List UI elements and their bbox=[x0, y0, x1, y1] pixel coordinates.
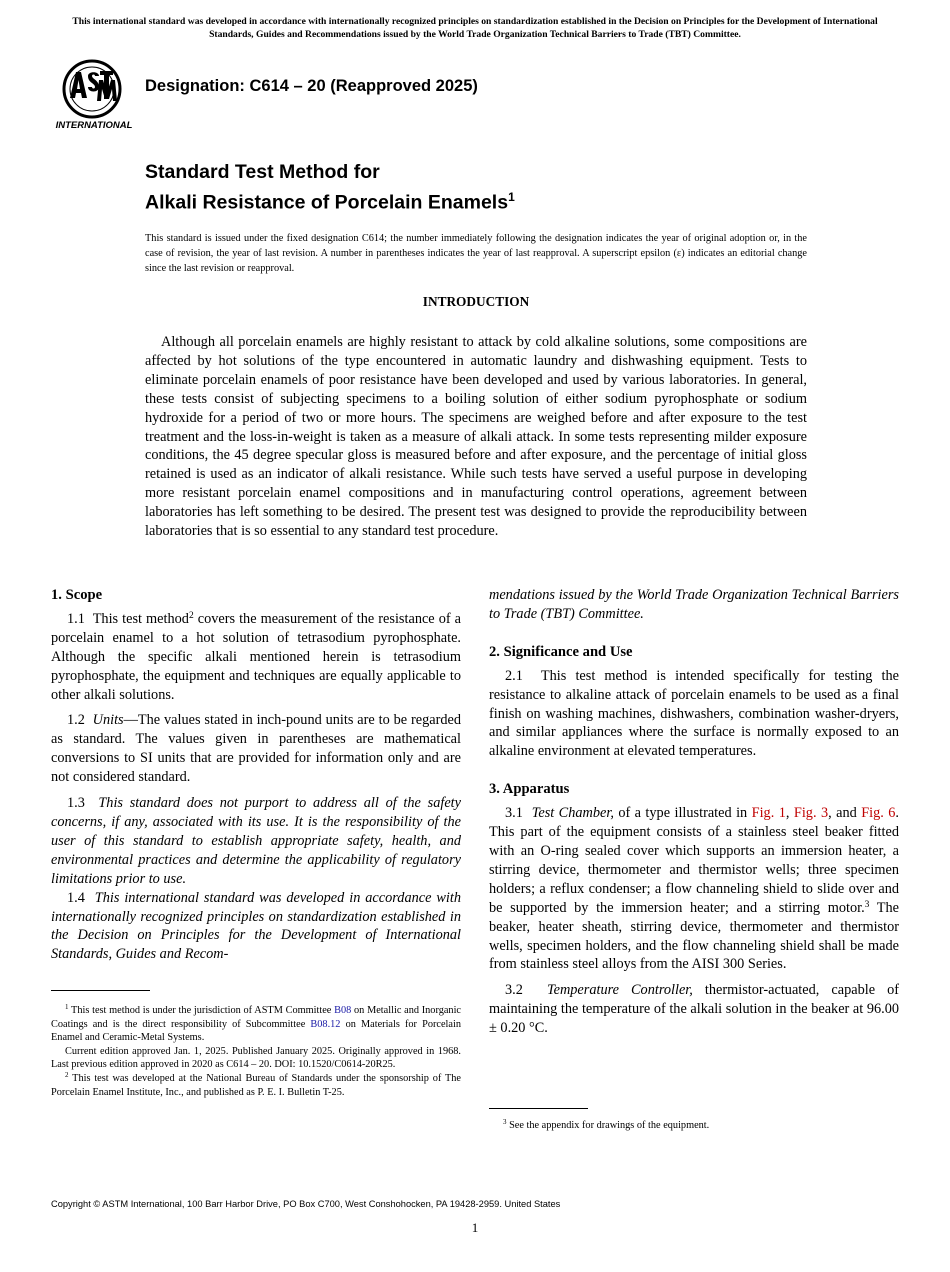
designation: Designation: C614 – 20 (Reapproved 2025) bbox=[145, 77, 478, 95]
footnote-text: on Materials for Porcelain Enamel and Ceramic-Metal Systems. bbox=[51, 1018, 461, 1044]
para-term: Test Chamber, bbox=[531, 805, 614, 822]
paragraph-1-2 bbox=[51, 711, 461, 787]
footnote-ref-3[interactable]: 3 bbox=[864, 899, 870, 910]
para-number: 3.1 bbox=[505, 805, 523, 822]
para-number: 3.2 bbox=[505, 982, 523, 999]
subcommittee-link-b08-12[interactable]: B08.12 bbox=[310, 1018, 341, 1030]
footnote-text: This test method is under the jurisdiction of ASTM Committee bbox=[68, 1005, 335, 1016]
title-line-2 bbox=[145, 185, 515, 216]
astm-logo-icon bbox=[52, 58, 136, 132]
paragraph-3-1 bbox=[489, 804, 899, 974]
footnote-mark: 1 bbox=[65, 1003, 69, 1011]
footnotes-left bbox=[51, 1004, 461, 1099]
paragraph-1-1 bbox=[51, 610, 461, 705]
para-text: thermistor-actuated, capable of maintaining the temperature of the alkali solution in the beaker at 96.00 ± 0.20 °C. bbox=[489, 982, 899, 1037]
para-text: —The values stated in inch-pound units are to be regarded as standard. The values given in parentheses are mathematical conversions to SI units that are provided for information only and are not considered standard. bbox=[51, 712, 461, 786]
title-line-2-text: Alkali Resistance of Porcelain Enamels bbox=[145, 191, 509, 214]
left-column bbox=[51, 586, 461, 971]
significance-heading: 2. Significance and Use bbox=[489, 643, 633, 660]
para-text: , and bbox=[828, 805, 862, 822]
para-text: . This part of the equipment consists of a stainless steel beaker fitted with an O-ring sealed cover which supports an immersion heater, a stirring device, thermometer and thermistor wells; three specimen holders; a reflux condenser; a flow channeling shield to slide over and be supported by the immersion heater; and a stirring motor. bbox=[489, 805, 899, 916]
introduction-body: Although all porcelain enamels are highly resistant to attack by cold alkaline solutions, some compositions are affected by hot solutions of the type encountered in automatic laundry and dishwashing equipment. Tests to eliminate porcelain enamels of poor resistance have been developed and used by various laboratories. In general, these tests consist of subjecting specimens to a boiling solution of either sodium pyrophosphate or sodium hydroxide for a period of two or more hours. The specimens are weighed before and after exposure to the test treatment and the loss-in-weight is taken as a measure of alkali attack. In some tests representing milder exposure conditions, the 45 degree specular gloss is measured before and after exposure, and the percentage of initial gloss retained is used as an indicator of alkali resistance. While such tests have served a useful purpose in developing more resistant porcelain enamel compositions and in manufacturing control operations, agreement between laboratories has left something to be desired. The present test was designed to provide the reproducibility between laboratories that is so essential to any standard test procedure. bbox=[145, 334, 807, 540]
footnote-divider-left bbox=[51, 990, 150, 991]
para-number: 1.1 bbox=[67, 610, 85, 627]
footnote-ref-2[interactable]: 2 bbox=[188, 610, 194, 621]
issuance-statement: This standard is issued under the fixed designation C614; the number immediately following the designation indicates the year of original adoption or, in the case of revision, the year of last revision. A number in parentheses indicates the year of last reapproval. A superscript epsilon (ε) indicates an editorial change since the last revision or reapproval. bbox=[145, 233, 807, 274]
para-text: The beaker, heater sheath, stirring device, thermometer and thermistor wells, specimen holders, and the flow channeling shield shall be made from stainless steel alloys from the AISI 300 Series. bbox=[489, 899, 899, 973]
footnote-mark: 3 bbox=[503, 1118, 507, 1126]
footnote-mark: 2 bbox=[65, 1070, 69, 1079]
para-number: 1.3 bbox=[67, 795, 85, 812]
title-line-1: Standard Test Method for bbox=[145, 161, 380, 183]
page-number: 1 bbox=[471, 1220, 479, 1235]
scope-heading: 1. Scope bbox=[51, 587, 103, 603]
footnote-divider-right bbox=[489, 1108, 588, 1109]
para-text: This standard does not purport to address all of the safety concerns, if any, associated with its use. It is the responsibility of the user of this standard to establish appropriate safety, health, and environmental practices and determine the applicability of regulatory limitations prior to use. bbox=[51, 795, 461, 887]
top-notice: This international standard was developed in accordance with internationally recognized principles on standardization established in the Decision on Principles for the Development of International Standards, Guides and Recommendations issued by the World Trade Organization Technical Barriers to Trade (TBT) Committee. bbox=[72, 16, 878, 40]
para-text: This test method bbox=[92, 610, 189, 627]
footnote-2 bbox=[51, 1072, 461, 1099]
para-text: covers the measurement of the resistance of a porcelain enamel to a hot solution of tetrasodium pyrophosphate. Although the specific alkali mentioned herein is tetrasodium pyrophosphate, the equipment and techniques are equally applicable to other alkali solutions. bbox=[51, 610, 461, 703]
footnotes-right bbox=[489, 1119, 899, 1133]
fig-6-link[interactable]: Fig. 6 bbox=[861, 805, 896, 822]
fig-3-link[interactable]: Fig. 3 bbox=[793, 805, 829, 822]
edition-note: Current edition approved Jan. 1, 2025. Published January 2025. Originally approved in 1968. Last previous edition approved in 2020 as C614 – 20. DOI: 10.1520/C0614-20R25. bbox=[51, 1045, 461, 1071]
footnote-text: This test was developed at the National Bureau of Standards under the sponsorship of The Porcelain Enamel Institute, Inc., and published as P. E. I. Bulletin T-25. bbox=[51, 1072, 461, 1098]
right-column bbox=[489, 586, 899, 1045]
para-text: of a type illustrated in bbox=[613, 805, 752, 822]
para-number: 1.4 bbox=[67, 889, 85, 906]
introduction-heading: INTRODUCTION bbox=[422, 294, 530, 309]
paragraph-3-2 bbox=[489, 981, 899, 1038]
para-term: Temperature Controller, bbox=[546, 982, 693, 999]
apparatus-heading: 3. Apparatus bbox=[489, 781, 570, 798]
paragraph-1-3 bbox=[51, 794, 461, 889]
fig-1-link[interactable]: Fig. 1 bbox=[751, 805, 786, 822]
footnote-text: on Metallic and Inorganic Coatings and is the direct responsibility of Subcommittee bbox=[51, 1005, 461, 1030]
title-footnote-mark[interactable]: 1 bbox=[508, 190, 515, 204]
copyright-notice: Copyright © ASTM International, 100 Barr Harbor Drive, PO Box C700, West Conshohocken, PA 19428-2959. United States bbox=[51, 1199, 561, 1209]
page-title bbox=[145, 160, 515, 216]
para-text: This test method is intended specifically for testing the resistance to alkaline attack of porcelain enamels to be used as a final finish on washing machines, dishwashers, combination washer-dryers, and similar appliances where the surface is normally exposed to an alkaline environment at elevated temperatures. bbox=[489, 667, 900, 760]
astm-logo bbox=[52, 58, 136, 132]
footnote-1 bbox=[51, 1004, 461, 1045]
committee-link-b08[interactable]: B08 bbox=[334, 1005, 352, 1016]
paragraph-2-1 bbox=[489, 667, 899, 762]
logo-label: INTERNATIONAL bbox=[55, 120, 133, 131]
paragraph-1-4-continued: mendations issued by the World Trade Organization Technical Barriers to Trade (TBT) Committee. bbox=[489, 587, 899, 622]
para-text: This international standard was developed in accordance with internationally recognized principles on standardization established in the Decision on Principles for the Development of International Standards, Guides and Recom- bbox=[51, 889, 461, 963]
paragraph-1-4 bbox=[51, 889, 461, 965]
para-number: 1.2 bbox=[67, 712, 85, 729]
para-text: , bbox=[785, 805, 794, 822]
para-term: Units bbox=[92, 712, 124, 729]
footnote-text: See the appendix for drawings of the equipment. bbox=[506, 1120, 710, 1131]
para-number: 2.1 bbox=[505, 667, 523, 684]
footnote-3 bbox=[489, 1119, 899, 1133]
